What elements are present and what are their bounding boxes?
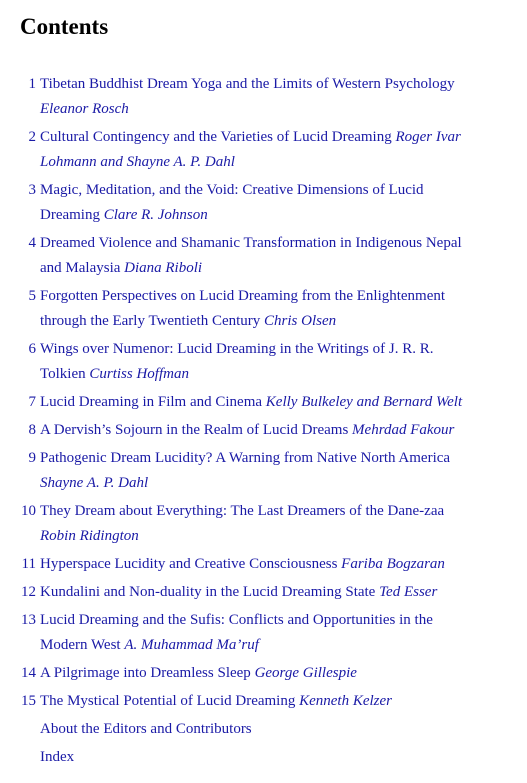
chapter-title[interactable]: A Dervish’s Sojourn in the Realm of Lucid Dreams xyxy=(40,422,353,438)
chapter-line xyxy=(40,337,510,362)
chapter-line xyxy=(40,72,510,97)
chapter-link[interactable] xyxy=(0,337,510,387)
chapter-link[interactable] xyxy=(0,608,510,658)
chapter-title[interactable]: Hyperspace Lucidity and Creative Consciousness xyxy=(40,556,342,572)
toc-entry[interactable] xyxy=(0,580,527,605)
chapter-line xyxy=(40,633,510,658)
chapter-title[interactable]: They Dream about Everything: The Last Dreamers of the Dane-zaa xyxy=(40,503,445,519)
chapter-line xyxy=(40,471,510,496)
chapter-line xyxy=(40,178,510,203)
chapter-line xyxy=(40,661,510,686)
chapter-line xyxy=(40,97,510,122)
toc-entry[interactable] xyxy=(0,390,527,415)
chapter-title[interactable]: The Mystical Potential of Lucid Dreaming xyxy=(40,693,300,709)
chapter-author[interactable]: Diana Riboli xyxy=(124,260,203,276)
chapter-line xyxy=(40,552,510,577)
chapter-number[interactable]: 11 xyxy=(21,556,36,572)
chapter-title[interactable]: Magic, Meditation, and the Void: Creative Dimensions of Lucid xyxy=(40,182,424,198)
toc-entry[interactable] xyxy=(0,552,527,577)
chapter-title[interactable]: Tibetan Buddhist Dream Yoga and the Limits of Western Psychology xyxy=(40,76,455,92)
chapter-number[interactable]: 10 xyxy=(21,503,36,519)
chapter-line xyxy=(40,203,510,228)
chapter-author[interactable]: Kelly Bulkeley and Bernard Welt xyxy=(265,394,463,410)
chapter-line xyxy=(40,256,510,281)
chapter-link[interactable] xyxy=(0,284,510,334)
toc-entry[interactable] xyxy=(0,284,527,334)
chapter-author[interactable]: Roger Ivar xyxy=(395,129,461,145)
chapter-title[interactable]: Tolkien xyxy=(40,366,90,382)
chapter-number[interactable]: 2 xyxy=(28,129,36,145)
chapter-author[interactable]: Shayne A. P. Dahl xyxy=(40,475,149,491)
chapter-number[interactable]: 15 xyxy=(21,693,36,709)
chapter-link[interactable] xyxy=(0,689,510,714)
chapter-author[interactable]: A. Muhammad Ma’ruf xyxy=(124,637,259,653)
chapter-line xyxy=(40,580,510,605)
chapter-title[interactable]: and Malaysia xyxy=(40,260,125,276)
toc-entry[interactable] xyxy=(0,608,527,658)
chapter-title[interactable]: A Pilgrimage into Dreamless Sleep xyxy=(40,665,255,681)
chapter-link[interactable] xyxy=(0,446,510,496)
chapter-number[interactable]: 9 xyxy=(28,450,36,466)
page-title: Contents xyxy=(20,14,109,39)
chapter-link[interactable] xyxy=(0,178,510,228)
chapter-title[interactable]: Pathogenic Dream Lucidity? A Warning from Native North America xyxy=(40,450,451,466)
chapter-author[interactable]: Robin Ridington xyxy=(40,528,139,544)
chapter-link[interactable] xyxy=(0,580,510,605)
toc-entry[interactable] xyxy=(0,446,527,496)
chapter-line xyxy=(40,284,510,309)
chapter-author[interactable]: Mehrdad Fakour xyxy=(352,422,455,438)
chapter-line xyxy=(40,608,510,633)
chapter-author[interactable]: Kenneth Kelzer xyxy=(299,693,393,709)
chapter-number[interactable]: 7 xyxy=(28,394,36,410)
toc-entry[interactable] xyxy=(0,178,527,228)
toc-entry[interactable] xyxy=(0,418,527,443)
chapter-title[interactable]: Modern West xyxy=(40,637,125,653)
chapter-link[interactable] xyxy=(0,499,510,549)
chapter-link[interactable] xyxy=(0,125,510,175)
chapter-title[interactable]: Dreamed Violence and Shamanic Transformation in Indigenous Nepal xyxy=(40,235,462,251)
chapter-line xyxy=(40,125,510,150)
toc-entry[interactable] xyxy=(0,661,527,686)
toc-entry[interactable] xyxy=(0,689,527,714)
chapter-author[interactable]: Ted Esser xyxy=(379,584,438,600)
chapter-line xyxy=(40,446,510,471)
chapter-link[interactable] xyxy=(0,72,510,122)
chapter-title[interactable]: Kundalini and Non-duality in the Lucid Dreaming State xyxy=(40,584,380,600)
chapter-number[interactable]: 3 xyxy=(28,182,36,198)
chapter-link[interactable] xyxy=(0,231,510,281)
chapter-number[interactable]: 6 xyxy=(28,341,36,357)
index-link[interactable]: Index xyxy=(40,749,75,765)
toc-entry[interactable] xyxy=(0,72,527,122)
chapter-number[interactable]: 13 xyxy=(21,612,36,628)
chapter-author[interactable]: Fariba Bogzaran xyxy=(341,556,445,572)
chapter-number[interactable]: 12 xyxy=(21,584,36,600)
chapter-author[interactable]: Chris Olsen xyxy=(264,313,337,329)
toc-entry[interactable] xyxy=(0,337,527,387)
chapter-author[interactable]: Lohmann and Shayne A. P. Dahl xyxy=(40,154,235,170)
chapter-author[interactable]: Curtiss Hoffman xyxy=(89,366,189,382)
chapter-line xyxy=(40,689,510,714)
chapter-title[interactable]: Forgotten Perspectives on Lucid Dreaming from the Enlightenment xyxy=(40,288,446,304)
toc-entry[interactable] xyxy=(0,499,527,549)
chapter-number[interactable]: 4 xyxy=(28,235,36,251)
chapter-number[interactable]: 1 xyxy=(28,76,36,92)
chapter-author[interactable]: Eleanor Rosch xyxy=(40,101,129,117)
chapter-line xyxy=(40,524,510,549)
chapter-number[interactable]: 14 xyxy=(21,665,36,681)
toc-entry[interactable] xyxy=(0,231,527,281)
chapter-link[interactable] xyxy=(0,661,510,686)
chapter-title[interactable]: Lucid Dreaming and the Sufis: Conflicts and Opportunities in the xyxy=(40,612,433,628)
chapter-title[interactable]: Wings over Numenor: Lucid Dreaming in the Writings of J. R. R. xyxy=(40,341,434,357)
chapter-line xyxy=(40,231,510,256)
chapter-link[interactable] xyxy=(0,552,510,577)
chapter-title[interactable]: Dreaming xyxy=(40,207,104,223)
chapter-title[interactable]: through the Early Twentieth Century xyxy=(40,313,265,329)
chapter-line xyxy=(40,499,510,524)
chapter-author[interactable]: George Gillespie xyxy=(254,665,357,681)
chapter-title[interactable]: Cultural Contingency and the Varieties of Lucid Dreaming xyxy=(40,129,396,145)
table-of-contents xyxy=(0,72,527,770)
chapter-title[interactable]: Lucid Dreaming in Film and Cinema xyxy=(40,394,266,410)
chapter-link[interactable] xyxy=(0,390,510,415)
chapter-number[interactable]: 8 xyxy=(28,422,36,438)
chapter-link[interactable] xyxy=(0,418,510,443)
about-editors-link[interactable]: About the Editors and Contributors xyxy=(40,721,252,737)
chapter-author[interactable]: Clare R. Johnson xyxy=(103,207,208,223)
chapter-line xyxy=(40,309,510,334)
chapter-line xyxy=(40,390,510,415)
chapter-number[interactable]: 5 xyxy=(28,288,36,304)
chapter-line xyxy=(40,418,510,443)
toc-entry[interactable] xyxy=(0,125,527,175)
chapter-line xyxy=(40,362,510,387)
chapter-line xyxy=(40,150,510,175)
